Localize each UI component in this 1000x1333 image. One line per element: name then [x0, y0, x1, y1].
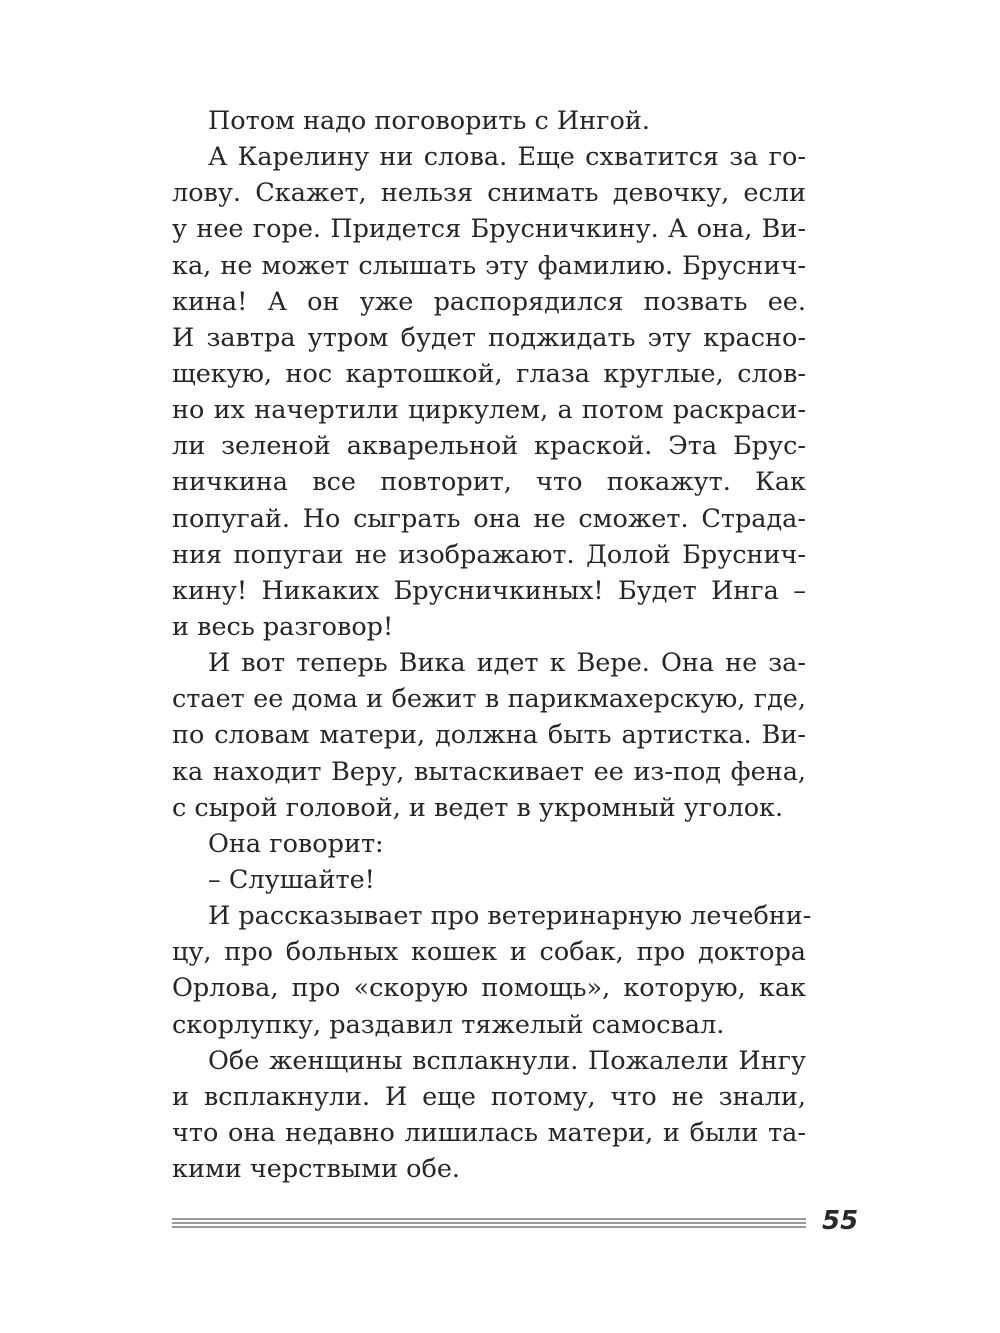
text-line: и весь разговор!	[172, 611, 394, 642]
text-line: кина! А он уже распорядился позвать ее.	[172, 286, 806, 317]
text-line: – Слушайте!	[208, 864, 375, 895]
text-line: И завтра утром будет поджидать эту красно-	[172, 322, 806, 353]
text-line: но их начертили циркулем, а потом раскраси-	[172, 395, 806, 426]
text-line: попугай. Но сыграть она не сможет. Страда-	[172, 503, 806, 534]
text-line: Она говорит:	[208, 828, 384, 859]
footer-rule-line	[172, 1218, 806, 1220]
text-line: ничкина все повторит, что покажут. Как	[172, 467, 806, 498]
text-line: по словам матери, должна быть артистка. Ви-	[172, 720, 806, 751]
text-line: щекую, нос картошкой, глаза круглые, слов-	[172, 358, 806, 389]
text-line: ли зеленой акварельной краской. Эта Брус-	[172, 431, 806, 462]
footer-rule-line	[172, 1226, 806, 1228]
text-line: стает ее дома и бежит в парикмахерскую, где,	[172, 684, 806, 715]
text-line: лову. Скажет, нельзя снимать девочку, если	[172, 178, 806, 209]
text-line: у нее горе. Придется Брусничкину. А она, Ви-	[172, 214, 806, 245]
text-line: Обе женщины всплакнули. Пожалели Ингу	[208, 1045, 806, 1076]
text-line: скорлупку, раздавил тяжелый самосвал.	[172, 1009, 725, 1040]
text-line: А Карелину ни слова. Еще схватится за го-	[208, 142, 806, 173]
footer-rule-line	[172, 1222, 806, 1224]
footer-rule	[172, 1218, 806, 1228]
text-line: кину! Никаких Брусничкиных! Будет Инга –	[172, 575, 806, 606]
page-number: 55	[822, 1206, 859, 1236]
text-line: ка находит Веру, вытаскивает ее из-под фена,	[172, 756, 806, 787]
text-line: ния попугаи не изображают. Долой Бруснич-	[172, 539, 806, 570]
text-line: Потом надо поговорить с Ингой.	[208, 106, 650, 136]
text-line: ка, не может слышать эту фамилию. Бруснич-	[172, 250, 806, 281]
text-line: что она недавно лишилась матери, и были та-	[172, 1117, 806, 1148]
text-line: с сырой головой, и ведет в укромный уголок.	[172, 792, 784, 823]
text-line: кими черствыми обе.	[172, 1154, 461, 1185]
text-line: И вот теперь Вика идет к Вере. Она не за-	[208, 648, 806, 679]
body-text	[172, 103, 812, 1187]
text-line: Орлова, про «скорую помощь», которую, как	[172, 973, 806, 1004]
text-line: цу, про больных кошек и собак, про доктора	[172, 937, 806, 968]
text-line: и всплакнули. И еще потому, что не знали,	[172, 1081, 806, 1112]
text-line: И рассказывает про ветеринарную лечебни-	[208, 901, 812, 932]
